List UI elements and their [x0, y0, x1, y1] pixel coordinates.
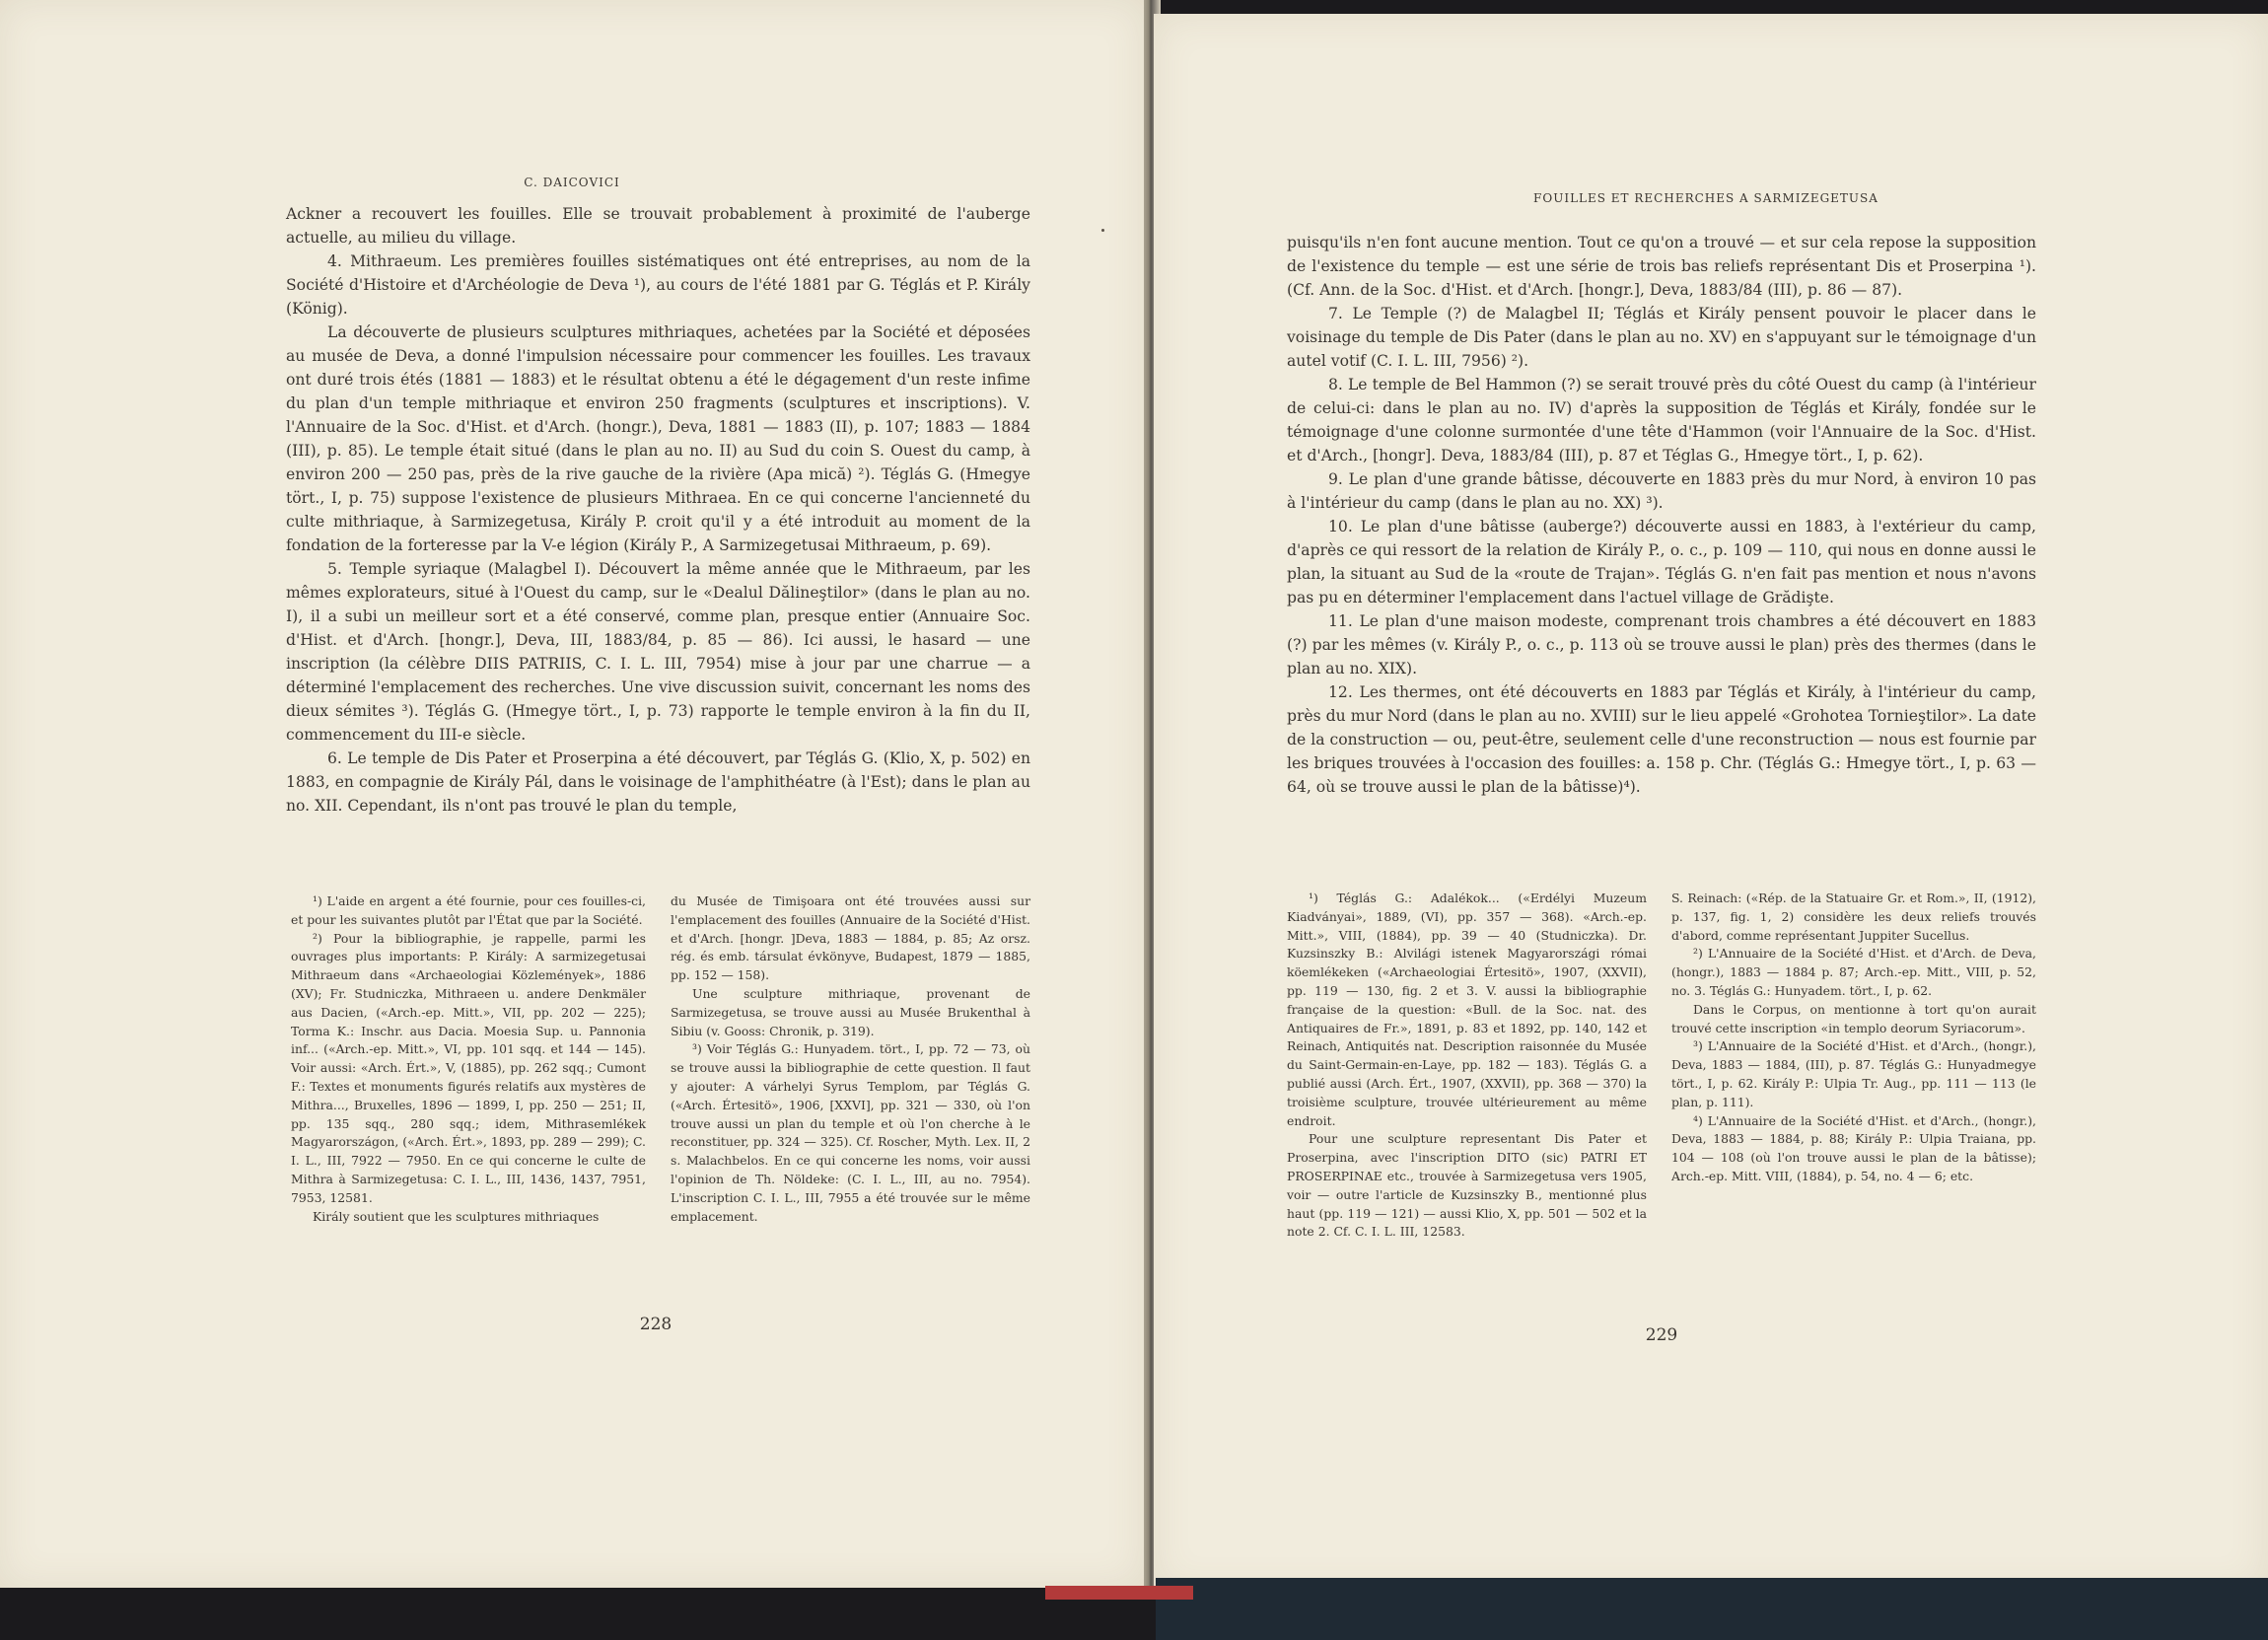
footnote: ²) L'Annuaire de la Société d'Hist. et d'Arch. de Deva, (hongr.), 1883 — 1884 p. 87; Arch.-ep. Mitt., VIII, p. 52, no. 3. Téglás G.: Hunyadem. tört., I, p. 62.: [1671, 946, 2036, 998]
binding-cloth: [1156, 1578, 2268, 1640]
paragraph: puisqu'ils n'en font aucune mention. Tout ce qu'on a trouvé — et sur cela repose la supposition de l'existence du temple — est une série de trois bas reliefs représentant Dis et Proserpina ¹). (Cf. Ann. de la Soc. d'Hist. et d'Arch. [hongr.], Deva, 1883/84 (III), p. 86 — 87).: [1287, 234, 2036, 299]
paragraph: 10. Le plan d'une bâtisse (auberge?) découverte aussi en 1883, à l'extérieur du camp, d'après ce qui ressort de la relation de Király P., o. c., p. 109 — 110, qui nous en donne aussi le plan, la situant au Sud de la «route de Trajan». Téglás G. n'en fait pas mention et nous n'avons pas pu en déterminer l'emplacement dans l'actuel village de Grădişte.: [1287, 518, 2036, 606]
page-number-left: 228: [639, 1315, 673, 1334]
footnote: Király soutient que les sculptures mithriaques: [313, 1208, 600, 1224]
left-body-text: [286, 202, 1030, 818]
paragraph: 12. Les thermes, ont été découverts en 1883 par Téglás et Király, à l'intérieur du camp, près du mur Nord (dans le plan au no. XVIII) sur le lieu appelé «Grohotea Tornieştilor». La date de la construction — ou, peut-être, seulement celle d'une reconstruction — nous est fournie par les briques trouvées à l'occasion des fouilles: a. 158 p. Chr. (Téglás G.: Hmegye tört., I, p. 63 — 64, où se trouve aussi le plan de la bâtisse)⁴).: [1287, 683, 2036, 796]
footnote: ³) Voir Téglás G.: Hunyadem. tört., I, pp. 72 — 73, où se trouve aussi la bibliographie de cette question. Il faut y ajouter: A várhelyi Syrus Templom, par Téglás G. («Arch. Értesitö», 1906, [XXVI], pp. 321 — 330, où l'on trouve aussi un plan du temple et où l'on cherche à le reconstituer, pp. 324 — 325). Cf. Roscher, Myth. Lex. II, 2 s. Malachbelos. En ce qui concerne les noms, voir aussi l'opinion de Th. Nöldeke: (C. I. L., III, au no. 7954). L'inscription C. I. L., III, 7955 a été trouvée sur le même emplacement.: [671, 1041, 1030, 1224]
margin-dot: [1101, 229, 1104, 232]
running-head-right: FOUILLES ET RECHERCHES A SARMIZEGETUSA: [1533, 191, 1878, 205]
left-footnotes-col1: [291, 892, 646, 1226]
footnote: Dans le Corpus, on mentionne à tort qu'on aurait trouvé cette inscription «in templo deorum Syriacorum».: [1671, 1001, 2036, 1035]
footnote: ³) L'Annuaire de la Société d'Hist. et d'Arch., (hongr.), Deva, 1883 — 1884, (III), p. 87. Téglás G.: Hunyadmegye tört., I, p. 62. Király P.: Ulpia Tr. Aug., pp. 111 — 113 (le plan, p. 111).: [1671, 1038, 2036, 1109]
footnote: ¹) Téglás G.: Adalékok... («Erdélyi Muzeum Kiadványai», 1889, (VI), pp. 357 — 368). «Arch.-ep. Mitt.», VIII, (1884), pp. 39 — 40 (Studniczka). Dr. Kuzsinszky B.: Alvilági istenek Magyarországi római köemlékeken («Archaeologiai Értesitö», 1907, (XXVII), pp. 119 — 130, fig. 2 et 3. V. aussi la bibliographie française de la question: «Bull. de la Soc. nat. des Antiquaires de Fr.», 1891, p. 83 et 1892, pp. 140, 142 et Reinach, Antiquités nat. Description raisonnée du Musée du Saint-Germain-en-Laye, pp. 182 — 183). Téglás G. a publié aussi (Arch. Ért., 1907, (XXVII), pp. 368 — 370) la troisième sculpture, trouvée ultérieurement au même endroit.: [1287, 891, 1647, 1128]
paragraph: 8. Le temple de Bel Hammon (?) se serait trouvé près du côté Ouest du camp (à l'intérieur de celui-ci: dans le plan au no. IV) d'après la supposition de Téglás et Király, fondée sur le témoignage d'une colonne surmontée d'une tête d'Hammon (voir l'Annuaire de la Soc. d'Hist. et d'Arch., [hongr]. Deva, 1883/84 (III), p. 87 et Téglas G., Hmegye tört., I, p. 62).: [1287, 376, 2036, 464]
left-page: [0, 0, 1144, 1588]
footnote: ⁴) L'Annuaire de la Société d'Hist. et d'Arch., (hongr.), Deva, 1883 — 1884, p. 88; Király P.: Ulpia Traiana, pp. 104 — 108 (où l'on trouve aussi le plan de la bâtisse); Arch.-ep. Mitt. VIII, (1884), p. 54, no. 4 — 6; etc.: [1671, 1112, 2036, 1183]
running-head-left: C. DAICOVICI: [524, 176, 620, 189]
footnote: ²) Pour la bibliographie, je rappelle, parmi les ouvrages plus importants: P. Király: A sarmizegetusai Mithraeum dans «Archaeologiai Közlemények», 1886 (XV); Fr. Studniczka, Mithraeen u. andere Denkmäler aus Dacien, («Arch.-ep. Mitt.», VII, pp. 202 — 225); Torma K.: Inschr. aus Dacia. Moesia Sup. u. Pannonia inf... («Arch.-ep. Mitt.», VI, pp. 101 sqq. et 144 — 145). Voir aussi: «Arch. Ért.», V, (1885), pp. 262 sqq.; Cumont F.: Textes et monuments figurés relatifs aux mystères de Mithra..., Bruxelles, 1896 — 1899, I, pp. 250 — 251; II, pp. 135 sqq., 280 sqq.; idem, Mithrasemlékek Magyarországon, («Arch. Ért.», 1893, pp. 289 — 299); C. I. L., III, 7922 — 7950. En ce qui concerne le culte de Mithra à Sarmizegetusa: C. I. L., III, 1436, 1437, 7951, 7953, 12581.: [291, 930, 646, 1205]
footnote: Une sculpture mithriaque, provenant de Sarmizegetusa, se trouve aussi au Musée Brukenthal à Sibiu (v. Gooss: Chronik, p. 319).: [671, 985, 1030, 1038]
paragraph: 6. Le temple de Dis Pater et Proserpina a été découvert, par Téglás G. (Klio, X, p. 502) en 1883, en compagnie de Király Pál, dans le voisinage de l'amphithéatre (à l'Est); dans le plan au no. XII. Cependant, ils n'ont pas trouvé le plan du temple,: [286, 749, 1030, 815]
footnote: Pour une sculpture representant Dis Pater et Proserpina, avec l'inscription DITO (sic) PATRI ET PROSERPINAE etc., trouvée à Sarmizegetusa vers 1905, voir — outre l'article de Kuzsinszky B., mentionné plus haut (pp. 119 — 121) — aussi Klio, X, pp. 501 — 502 et la note 2. Cf. C. I. L. III, 12583.: [1287, 1131, 1647, 1240]
left-footnotes-col2: [671, 892, 1030, 1226]
right-page: [1154, 14, 2268, 1592]
right-footnotes-col1: [1287, 890, 1647, 1242]
paragraph: 5. Temple syriaque (Malagbel I). Découvert la même année que le Mithraeum, par les mêmes explorateurs, situé à l'Ouest du camp, sur le «Dealul Dălineştilor» (dans le plan au no. I), il a subi un meilleur sort et a été conservé, comme plan, presque entier (Annuaire Soc. d'Hist. et d'Arch. [hongr.], Deva, III, 1883/84, p. 85 — 86). Ici aussi, le hasard — une inscription (la célèbre DIIS PATRIIS, C. I. L. III, 7954) mise à jour par une charrue — a déterminé l'emplacement des recherches. Une vive discussion suivit, concernant les noms des dieux sémites ³). Téglás G. (Hmegye tört., I, p. 73) rapporte le temple environ à la fin du II, commencement du III-e siècle.: [286, 560, 1030, 744]
footnote: S. Reinach: («Rép. de la Statuaire Gr. et Rom.», II, (1912), p. 137, fig. 1, 2) considère les deux reliefs trouvés d'abord, comme représentant Juppiter Sucellus.: [1671, 891, 2036, 943]
paragraph: 11. Le plan d'une maison modeste, comprenant trois chambres a été découvert en 1883 (?) par les mêmes (v. Király P., o. c., p. 113 où se trouve aussi le plan) près des thermes (dans le plan au no. XIX).: [1287, 612, 2036, 677]
paragraph: Ackner a recouvert les fouilles. Elle se trouvait probablement à proximité de l'auberge actuelle, au milieu du village.: [286, 205, 1030, 247]
paragraph: La découverte de plusieurs sculptures mithriaques, achetées par la Société et déposées au musée de Deva, a donné l'impulsion nécessaire pour commencer les fouilles. Les travaux ont duré trois étés (1881 — 1883) et le résultat obtenu a été le dégagement d'un reste infime du plan d'un temple mithriaque et environ 250 fragments (sculptures et inscriptions). V. l'Annuaire de la Soc. d'Hist. et d'Arch. (hongr.), Deva, 1881 — 1883 (II), p. 107; 1883 — 1884 (III), p. 85). Le temple était situé (dans le plan au no. II) au Sud du coin S. Ouest du camp, à environ 200 — 250 pas, près de la rive gauche de la rivière (Apa mică) ²). Téglás G. (Hmegye tört., I, p. 75) suppose l'existence de plusieurs Mithraea. En ce qui concerne l'ancienneté du culte mithriaque, à Sarmizegetusa, Király P. croit qu'il y a été introduit au moment de la fondation de la forteresse par la V-e légion (Király P., A Sarmizegetusai Mithraeum, p. 69).: [286, 323, 1030, 554]
paragraph: 4. Mithraeum. Les premières fouilles sistématiques ont été entreprises, au nom de la Société d'Histoire et d'Archéologie de Deva ¹), au cours de l'été 1881 par G. Téglás et P. Király (König).: [286, 252, 1030, 318]
footnote: ¹) L'aide en argent a été fournie, pour ces fouilles-ci, et pour les suivantes plutôt par l'État que par la Société.: [291, 893, 646, 927]
right-footnotes-col2: [1671, 890, 2036, 1186]
paragraph: 7. Le Temple (?) de Malagbel II; Téglás et Király pensent pouvoir le placer dans le voisinage du temple de Dis Pater (dans le plan au no. XV) en s'appuyant sur le témoignage d'un autel votif (C. I. L. III, 7956) ²).: [1287, 305, 2036, 370]
footnote: du Musée de Timişoara ont été trouvées aussi sur l'emplacement des fouilles (Annuaire de la Société d'Hist. et d'Arch. [hongr. ]Deva, 1883 — 1884, p. 85; Az orsz. rég. és emb. társulat évkönyve, Budapest, 1879 — 1885, pp. 152 — 158).: [671, 893, 1030, 983]
right-body-text: [1287, 231, 2036, 799]
headband: [1045, 1586, 1193, 1600]
paragraph: 9. Le plan d'une grande bâtisse, découverte en 1883 près du mur Nord, à environ 10 pas à l'intérieur du camp (dans le plan au no. XX) ³).: [1287, 470, 2036, 512]
page-number-right: 229: [1645, 1325, 1678, 1345]
